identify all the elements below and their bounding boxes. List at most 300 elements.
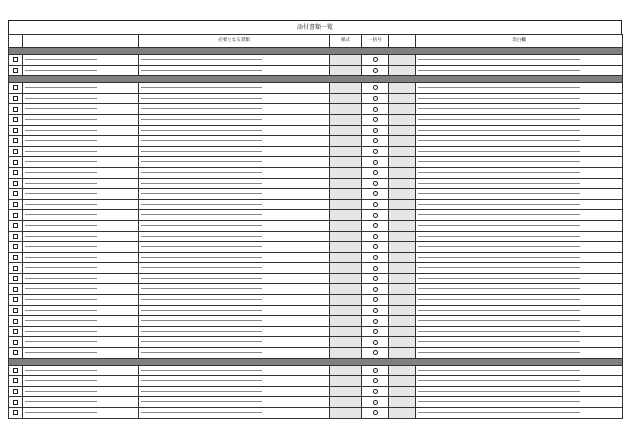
text-cell — [23, 326, 139, 337]
text-cell — [416, 348, 623, 359]
shaded-cell — [389, 178, 416, 189]
shaded-cell — [389, 83, 416, 94]
checkbox[interactable] — [13, 68, 18, 73]
shaded-cell — [330, 326, 362, 337]
table-row — [9, 178, 623, 189]
checkbox[interactable] — [13, 255, 18, 260]
circle-mark — [373, 223, 378, 228]
text-placeholder-line — [141, 299, 262, 300]
section-bar — [9, 358, 623, 365]
section-bar — [9, 48, 623, 55]
text-placeholder-line — [25, 288, 97, 289]
shaded-cell — [389, 220, 416, 231]
text-cell — [139, 220, 330, 231]
table-row — [9, 326, 623, 337]
table-row — [9, 55, 623, 66]
text-cell — [416, 114, 623, 125]
text-cell — [23, 231, 139, 242]
shaded-cell — [330, 157, 362, 168]
text-cell — [23, 136, 139, 147]
text-cell — [416, 376, 623, 387]
text-placeholder-line — [141, 380, 262, 381]
text-placeholder-line — [25, 370, 97, 371]
text-cell — [139, 305, 330, 316]
shaded-cell — [389, 348, 416, 359]
shaded-cell — [330, 125, 362, 136]
text-placeholder-line — [141, 140, 262, 141]
text-cell — [23, 348, 139, 359]
text-cell — [416, 55, 623, 66]
table-row — [9, 114, 623, 125]
table-row — [9, 337, 623, 348]
circle-mark — [373, 68, 378, 73]
text-cell — [23, 83, 139, 94]
text-cell — [416, 146, 623, 157]
text-placeholder-line — [141, 288, 262, 289]
table-row — [9, 348, 623, 359]
checkbox[interactable] — [13, 223, 18, 228]
shaded-cell — [389, 242, 416, 253]
text-cell — [139, 273, 330, 284]
text-cell — [416, 273, 623, 284]
shaded-cell — [389, 295, 416, 306]
text-cell — [139, 242, 330, 253]
text-cell — [416, 65, 623, 76]
text-placeholder-line — [141, 108, 262, 109]
checkbox[interactable] — [13, 276, 18, 281]
checkbox[interactable] — [13, 160, 18, 165]
circle-mark — [373, 160, 378, 165]
circle-mark — [373, 149, 378, 154]
text-placeholder-line — [418, 352, 580, 353]
checkbox[interactable] — [13, 117, 18, 122]
circle-mark — [373, 107, 378, 112]
text-cell — [416, 284, 623, 295]
text-cell — [23, 337, 139, 348]
circle-mark — [373, 276, 378, 281]
circle-mark — [373, 308, 378, 313]
text-cell — [416, 199, 623, 210]
text-placeholder-line — [418, 401, 580, 402]
table-row — [9, 284, 623, 295]
shaded-cell — [330, 55, 362, 66]
text-placeholder-line — [141, 204, 262, 205]
text-placeholder-line — [25, 267, 97, 268]
shaded-cell — [389, 189, 416, 200]
shaded-cell — [389, 167, 416, 178]
checkbox[interactable] — [13, 319, 18, 324]
circle-mark — [373, 213, 378, 218]
section-row — [9, 76, 623, 83]
shaded-cell — [389, 273, 416, 284]
text-cell — [416, 220, 623, 231]
text-placeholder-line — [418, 59, 580, 60]
circle-mark — [373, 181, 378, 186]
table-row — [9, 104, 623, 115]
text-placeholder-line — [141, 87, 262, 88]
shaded-cell — [389, 114, 416, 125]
text-cell — [23, 284, 139, 295]
text-cell — [23, 189, 139, 200]
text-cell — [416, 178, 623, 189]
text-placeholder-line — [25, 341, 97, 342]
shaded-cell — [389, 136, 416, 147]
table-row — [9, 189, 623, 200]
text-placeholder-line — [141, 119, 262, 120]
text-cell — [23, 178, 139, 189]
text-placeholder-line — [418, 257, 580, 258]
shaded-cell — [330, 284, 362, 295]
table-row — [9, 157, 623, 168]
shaded-cell — [330, 104, 362, 115]
table-row — [9, 316, 623, 327]
text-placeholder-line — [141, 151, 262, 152]
text-placeholder-line — [418, 391, 580, 392]
text-cell — [416, 386, 623, 397]
shaded-cell — [330, 199, 362, 210]
text-placeholder-line — [141, 214, 262, 215]
text-placeholder-line — [418, 193, 580, 194]
circle-mark — [373, 244, 378, 249]
text-cell — [139, 284, 330, 295]
text-placeholder-line — [418, 183, 580, 184]
text-cell — [416, 305, 623, 316]
checkbox[interactable] — [13, 308, 18, 313]
shaded-cell — [330, 316, 362, 327]
text-cell — [23, 263, 139, 274]
text-placeholder-line — [25, 299, 97, 300]
table-row — [9, 397, 623, 408]
text-cell — [139, 386, 330, 397]
circle-mark — [373, 96, 378, 101]
text-placeholder-line — [25, 161, 97, 162]
circle-mark — [373, 266, 378, 271]
text-cell — [139, 83, 330, 94]
checkbox[interactable] — [13, 350, 18, 355]
text-placeholder-line — [25, 204, 97, 205]
checkbox[interactable] — [13, 234, 18, 239]
table-header-row — [9, 35, 623, 48]
text-placeholder-line — [141, 257, 262, 258]
text-placeholder-line — [418, 204, 580, 205]
text-placeholder-line — [141, 391, 262, 392]
text-cell — [139, 114, 330, 125]
text-cell — [23, 93, 139, 104]
text-placeholder-line — [141, 331, 262, 332]
table-row — [9, 220, 623, 231]
text-placeholder-line — [25, 257, 97, 258]
shaded-cell — [389, 104, 416, 115]
text-cell — [416, 136, 623, 147]
text-placeholder-line — [418, 310, 580, 311]
text-placeholder-line — [25, 193, 97, 194]
text-placeholder-line — [25, 214, 97, 215]
text-cell — [139, 65, 330, 76]
text-placeholder-line — [418, 288, 580, 289]
attachment-table — [8, 34, 623, 419]
text-placeholder-line — [418, 172, 580, 173]
circle-mark — [373, 368, 378, 373]
circle-mark — [373, 340, 378, 345]
checkbox[interactable] — [13, 96, 18, 101]
shaded-cell — [330, 376, 362, 387]
text-cell — [139, 189, 330, 200]
shaded-cell — [389, 146, 416, 157]
shaded-cell — [389, 210, 416, 221]
shaded-cell — [389, 263, 416, 274]
table-row — [9, 125, 623, 136]
text-cell — [416, 189, 623, 200]
circle-mark — [373, 287, 378, 292]
shaded-cell — [330, 65, 362, 76]
table-row — [9, 167, 623, 178]
checkbox[interactable] — [13, 85, 18, 90]
text-cell — [139, 178, 330, 189]
text-cell — [416, 365, 623, 376]
shaded-cell — [389, 65, 416, 76]
checkbox[interactable] — [13, 266, 18, 271]
text-placeholder-line — [141, 401, 262, 402]
shaded-cell — [389, 365, 416, 376]
shaded-cell — [330, 242, 362, 253]
circle-mark — [373, 410, 378, 415]
text-placeholder-line — [418, 108, 580, 109]
text-placeholder-line — [418, 412, 580, 413]
text-cell — [23, 114, 139, 125]
shaded-cell — [330, 114, 362, 125]
text-placeholder-line — [25, 172, 97, 173]
checkbox[interactable] — [13, 149, 18, 154]
text-cell — [23, 316, 139, 327]
text-cell — [139, 167, 330, 178]
text-cell — [23, 146, 139, 157]
circle-mark — [373, 400, 378, 405]
checkbox[interactable] — [13, 191, 18, 196]
checkbox[interactable] — [13, 297, 18, 302]
checkbox[interactable] — [13, 368, 18, 373]
checkbox[interactable] — [13, 170, 18, 175]
text-placeholder-line — [141, 320, 262, 321]
table-row — [9, 408, 623, 419]
shaded-cell — [330, 93, 362, 104]
circle-mark — [373, 378, 378, 383]
text-cell — [23, 104, 139, 115]
text-placeholder-line — [418, 331, 580, 332]
text-cell — [416, 125, 623, 136]
checkbox[interactable] — [13, 181, 18, 186]
text-placeholder-line — [25, 59, 97, 60]
text-cell — [23, 252, 139, 263]
circle-mark — [373, 85, 378, 90]
checkbox[interactable] — [13, 57, 18, 62]
text-placeholder-line — [141, 193, 262, 194]
shaded-cell — [389, 157, 416, 168]
text-placeholder-line — [25, 412, 97, 413]
text-cell — [23, 157, 139, 168]
text-cell — [416, 326, 623, 337]
text-placeholder-line — [25, 352, 97, 353]
text-placeholder-line — [141, 130, 262, 131]
circle-mark — [373, 128, 378, 133]
text-cell — [23, 220, 139, 231]
text-cell — [139, 210, 330, 221]
text-placeholder-line — [141, 267, 262, 268]
text-placeholder-line — [141, 236, 262, 237]
text-cell — [23, 365, 139, 376]
text-placeholder-line — [141, 278, 262, 279]
circle-mark — [373, 329, 378, 334]
text-placeholder-line — [25, 278, 97, 279]
checkbox[interactable] — [13, 128, 18, 133]
text-placeholder-line — [418, 246, 580, 247]
text-cell — [416, 242, 623, 253]
text-placeholder-line — [25, 401, 97, 402]
checkbox[interactable] — [13, 213, 18, 218]
shaded-cell — [389, 408, 416, 419]
text-placeholder-line — [25, 130, 97, 131]
circle-mark — [373, 297, 378, 302]
text-placeholder-line — [141, 70, 262, 71]
text-cell — [139, 295, 330, 306]
text-cell — [416, 397, 623, 408]
text-placeholder-line — [141, 246, 262, 247]
text-cell — [416, 408, 623, 419]
shaded-cell — [330, 273, 362, 284]
text-placeholder-line — [418, 98, 580, 99]
shaded-cell — [330, 305, 362, 316]
text-cell — [139, 252, 330, 263]
checkbox[interactable] — [13, 138, 18, 143]
text-cell — [23, 199, 139, 210]
table-row — [9, 199, 623, 210]
text-cell — [416, 104, 623, 115]
checkbox[interactable] — [13, 202, 18, 207]
text-cell — [139, 365, 330, 376]
text-placeholder-line — [25, 108, 97, 109]
checkbox[interactable] — [13, 410, 18, 415]
circle-mark — [373, 191, 378, 196]
text-placeholder-line — [25, 320, 97, 321]
text-cell — [139, 397, 330, 408]
text-placeholder-line — [25, 391, 97, 392]
document-title: 添付書類一覧 — [8, 20, 622, 34]
table-row — [9, 386, 623, 397]
table-row — [9, 136, 623, 147]
text-cell — [416, 337, 623, 348]
text-cell — [416, 83, 623, 94]
checkbox[interactable] — [13, 244, 18, 249]
text-cell — [139, 376, 330, 387]
checkbox[interactable] — [13, 287, 18, 292]
shaded-cell — [330, 220, 362, 231]
checkbox[interactable] — [13, 340, 18, 345]
shaded-cell — [330, 348, 362, 359]
text-cell — [416, 167, 623, 178]
text-placeholder-line — [418, 151, 580, 152]
shaded-cell — [389, 376, 416, 387]
text-cell — [23, 167, 139, 178]
shaded-cell — [330, 263, 362, 274]
circle-mark — [373, 117, 378, 122]
text-cell — [139, 337, 330, 348]
table-row — [9, 295, 623, 306]
table-row — [9, 146, 623, 157]
shaded-cell — [330, 146, 362, 157]
text-cell — [139, 125, 330, 136]
text-placeholder-line — [418, 370, 580, 371]
text-placeholder-line — [418, 161, 580, 162]
text-placeholder-line — [418, 341, 580, 342]
section-row — [9, 48, 623, 55]
shaded-cell — [330, 136, 362, 147]
text-placeholder-line — [418, 299, 580, 300]
shaded-cell — [330, 167, 362, 178]
text-cell — [23, 397, 139, 408]
shaded-cell — [389, 93, 416, 104]
shaded-cell — [389, 231, 416, 242]
shaded-cell — [330, 83, 362, 94]
text-placeholder-line — [141, 352, 262, 353]
checkbox[interactable] — [13, 378, 18, 383]
shaded-cell — [330, 408, 362, 419]
shaded-cell — [330, 386, 362, 397]
text-placeholder-line — [141, 183, 262, 184]
shaded-cell — [330, 365, 362, 376]
circle-mark — [373, 57, 378, 62]
text-placeholder-line — [25, 331, 97, 332]
table-body — [9, 48, 623, 419]
table-row — [9, 83, 623, 94]
text-cell — [416, 316, 623, 327]
shaded-cell — [330, 252, 362, 263]
text-cell — [139, 55, 330, 66]
text-cell — [416, 252, 623, 263]
table-row — [9, 210, 623, 221]
shaded-cell — [389, 386, 416, 397]
text-cell — [23, 125, 139, 136]
circle-mark — [373, 389, 378, 394]
text-cell — [139, 408, 330, 419]
shaded-cell — [330, 231, 362, 242]
table-row — [9, 305, 623, 316]
text-placeholder-line — [418, 278, 580, 279]
section-bar — [9, 76, 623, 83]
header-form: 様式 — [330, 35, 362, 48]
shaded-cell — [389, 316, 416, 327]
circle-mark — [373, 319, 378, 324]
checkbox[interactable] — [13, 329, 18, 334]
text-cell — [416, 210, 623, 221]
table-row — [9, 65, 623, 76]
text-placeholder-line — [418, 140, 580, 141]
table-row — [9, 242, 623, 253]
text-cell — [416, 231, 623, 242]
text-cell — [139, 93, 330, 104]
text-cell — [23, 376, 139, 387]
text-placeholder-line — [418, 214, 580, 215]
checkbox[interactable] — [13, 389, 18, 394]
shaded-cell — [330, 295, 362, 306]
checkbox[interactable] — [13, 107, 18, 112]
text-placeholder-line — [25, 119, 97, 120]
text-placeholder-line — [25, 236, 97, 237]
text-placeholder-line — [141, 412, 262, 413]
circle-mark — [373, 170, 378, 175]
text-placeholder-line — [418, 70, 580, 71]
text-placeholder-line — [141, 98, 262, 99]
text-placeholder-line — [25, 140, 97, 141]
checkbox[interactable] — [13, 400, 18, 405]
